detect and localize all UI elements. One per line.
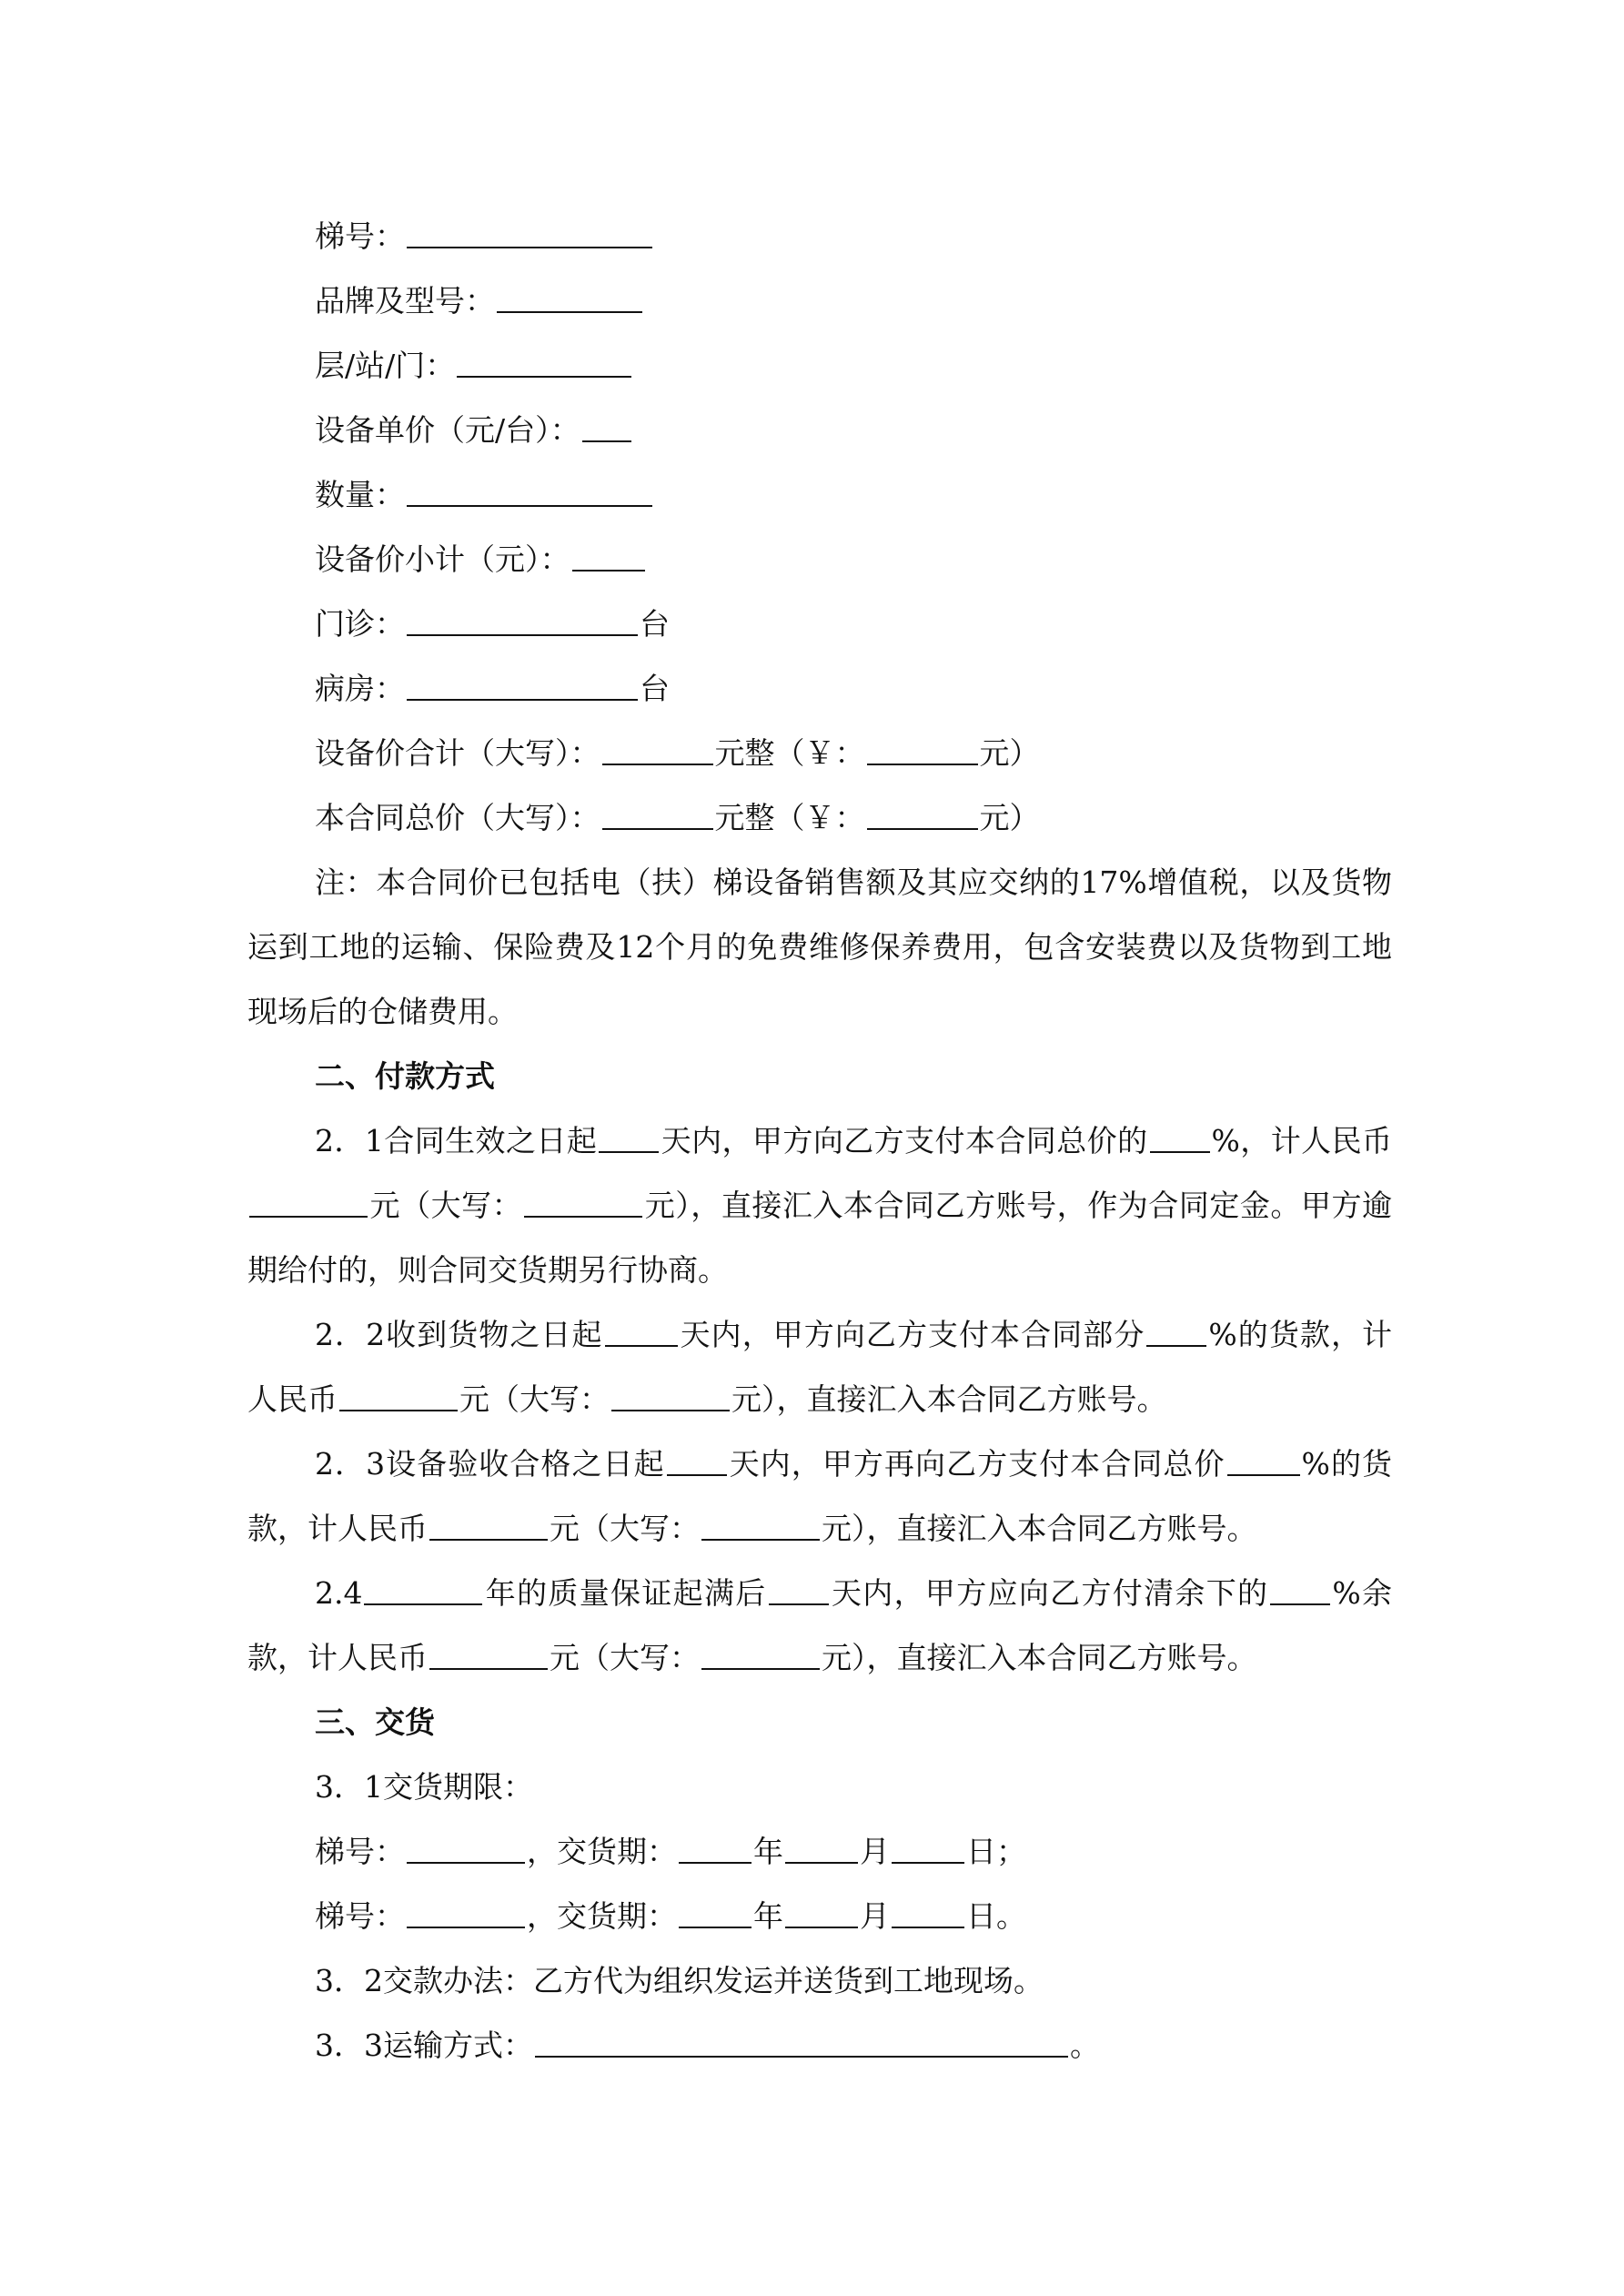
brand-model-blank <box>497 279 642 313</box>
clause-2-3-text-a: 2．3设备验收合格之日起 <box>315 1446 665 1482</box>
clause-2-4-text-b: 年的质量保证起满后 <box>484 1575 767 1611</box>
clause-2-2 <box>247 1302 1392 1431</box>
quantity-line <box>247 462 1392 527</box>
delivery-row-1-year: 年 <box>753 1834 783 1869</box>
outpatient-blank <box>407 602 638 636</box>
clause-2-1-text-c: %，计人民币 <box>1211 1123 1393 1158</box>
blank <box>429 1636 548 1670</box>
clause-2-3 <box>247 1431 1392 1561</box>
clause-2-4-text-a: 2.4 <box>315 1575 363 1611</box>
blank <box>1227 1442 1300 1476</box>
blank <box>785 1830 858 1864</box>
blank <box>1150 1119 1210 1153</box>
clause-2-1-text-a: 2．1合同生效之日起 <box>315 1123 598 1158</box>
brand-model-label: 品牌及型号： <box>315 283 495 319</box>
clause-3-1: 3．1交货期限： <box>315 1769 533 1805</box>
elevator-no-label: 梯号： <box>315 218 405 254</box>
delivery-row-1-date-label: ，交货期： <box>527 1834 677 1869</box>
contract-total-end: 元） <box>979 800 1040 835</box>
blank <box>667 1442 727 1476</box>
clause-2-4-text-d: %余款，计人民币 <box>247 1575 1393 1675</box>
unit-price-label: 设备单价（元/台）： <box>315 412 580 448</box>
contract-total-amount-blank <box>867 796 978 830</box>
payment-heading: 二、付款方式 <box>315 1058 495 1094</box>
blank <box>249 1184 368 1218</box>
delivery-row-2 <box>247 1884 1392 1948</box>
ward-unit: 台 <box>640 671 670 706</box>
floors-line <box>247 333 1392 398</box>
floors-label: 层/站/门： <box>315 348 456 383</box>
clause-3-2: 3．2交款办法：乙方代为组织发运并送货到工地现场。 <box>315 1963 1044 1998</box>
delivery-row-1-label: 梯号： <box>315 1834 405 1869</box>
clause-2-2-text-c: %的货款，计人民币 <box>247 1317 1393 1417</box>
ward-blank <box>407 667 638 701</box>
blank <box>364 1572 482 1605</box>
clause-3-3-end: 。 <box>1070 2028 1100 2063</box>
unit-price-blank <box>582 409 631 442</box>
ward-label: 病房： <box>315 671 405 706</box>
clause-2-1-text-d: 元（大写： <box>369 1188 523 1223</box>
brand-model-line <box>247 268 1392 333</box>
outpatient-label: 门诊： <box>315 606 405 642</box>
subtotal-blank <box>572 538 645 571</box>
blank <box>1146 1313 1206 1347</box>
elevator-no-line <box>247 204 1392 268</box>
blank <box>679 1830 751 1864</box>
clause-2-3-text-d: 元（大写： <box>550 1511 700 1546</box>
equip-total-mid: 元整（￥： <box>714 735 865 771</box>
clause-2-4 <box>247 1561 1392 1690</box>
blank <box>892 1830 964 1864</box>
ward-line <box>247 656 1392 721</box>
document-body <box>247 204 1392 2078</box>
clause-2-2-text-e: 元），直接汇入本合同乙方账号。 <box>731 1381 1167 1417</box>
blank <box>339 1378 458 1411</box>
transport-method-blank <box>535 2024 1068 2058</box>
delivery-row-2-year: 年 <box>753 1898 783 1934</box>
outpatient-line <box>247 592 1392 656</box>
quantity-label: 数量： <box>315 477 405 512</box>
outpatient-unit: 台 <box>640 606 670 642</box>
blank <box>611 1378 730 1411</box>
contract-total-mid: 元整（￥： <box>714 800 865 835</box>
blank <box>785 1895 858 1928</box>
clause-2-3-text-c: %的货款，计人民币 <box>247 1446 1393 1546</box>
delivery-row-1-day: 日； <box>966 1834 1026 1869</box>
delivery-row-1 <box>247 1819 1392 1884</box>
delivery-row-2-day: 日。 <box>966 1898 1026 1934</box>
clause-2-4-text-f: 元），直接汇入本合同乙方账号。 <box>822 1640 1257 1675</box>
clause-2-3-text-e: 元），直接汇入本合同乙方账号。 <box>822 1511 1257 1546</box>
equip-total-amount-blank <box>867 732 978 765</box>
clause-2-4-text-c: 天内，甲方应向乙方付清余下的 <box>830 1575 1269 1611</box>
clause-2-1 <box>247 1108 1392 1302</box>
blank <box>1270 1572 1330 1605</box>
blank <box>407 1830 525 1864</box>
clause-2-2-text-d: 元（大写： <box>459 1381 610 1417</box>
clause-2-4-text-e: 元（大写： <box>550 1640 700 1675</box>
clause-2-1-text-e: 元），直接汇入本合同乙方账号，作为合同定金。甲方逾期给付的，则合同交货期另行协商。 <box>247 1188 1393 1288</box>
unit-price-line <box>247 398 1392 462</box>
clause-2-2-text-a: 2．2收到货物之日起 <box>315 1317 603 1352</box>
contract-total-line <box>247 785 1392 850</box>
clause-3-3-label: 3．3运输方式： <box>315 2028 533 2063</box>
price-note: 注：本合同价已包括电（扶）梯设备销售额及其应交纳的17%增值税，以及货物运到工地的运输、保险费及12个月的免费维修保养费用，包含安装费以及货物到工地现场后的仓储费用。 <box>247 865 1392 1029</box>
blank <box>769 1572 829 1605</box>
equip-total-label: 设备价合计（大写）： <box>315 735 600 771</box>
blank <box>407 1895 525 1928</box>
contract-total-words-blank <box>602 796 713 830</box>
equip-total-words-blank <box>602 732 713 765</box>
blank <box>429 1507 548 1541</box>
blank <box>892 1895 964 1928</box>
equip-total-line <box>247 721 1392 785</box>
clause-2-2-text-b: 天内，甲方向乙方支付本合同部分 <box>679 1317 1145 1352</box>
blank <box>599 1119 659 1153</box>
subtotal-line <box>247 527 1392 592</box>
elevator-no-blank <box>407 215 652 248</box>
blank <box>701 1507 820 1541</box>
contract-total-label: 本合同总价（大写）： <box>315 800 600 835</box>
quantity-blank <box>407 473 652 507</box>
delivery-row-1-month: 月 <box>860 1834 890 1869</box>
blank <box>524 1184 642 1218</box>
clause-2-3-text-b: 天内，甲方再向乙方支付本合同总价 <box>728 1446 1226 1482</box>
equip-total-end: 元） <box>979 735 1040 771</box>
clause-3-3 <box>247 2013 1392 2078</box>
blank <box>701 1636 820 1670</box>
blank <box>679 1895 751 1928</box>
clause-2-1-text-b: 天内，甲方向乙方支付本合同总价的 <box>661 1123 1148 1158</box>
delivery-row-2-date-label: ，交货期： <box>527 1898 677 1934</box>
blank <box>605 1313 678 1347</box>
subtotal-label: 设备价小计（元）： <box>315 541 570 577</box>
delivery-row-2-month: 月 <box>860 1898 890 1934</box>
delivery-row-2-label: 梯号： <box>315 1898 405 1934</box>
delivery-heading: 三、交货 <box>315 1704 435 1740</box>
floors-blank <box>457 344 631 378</box>
